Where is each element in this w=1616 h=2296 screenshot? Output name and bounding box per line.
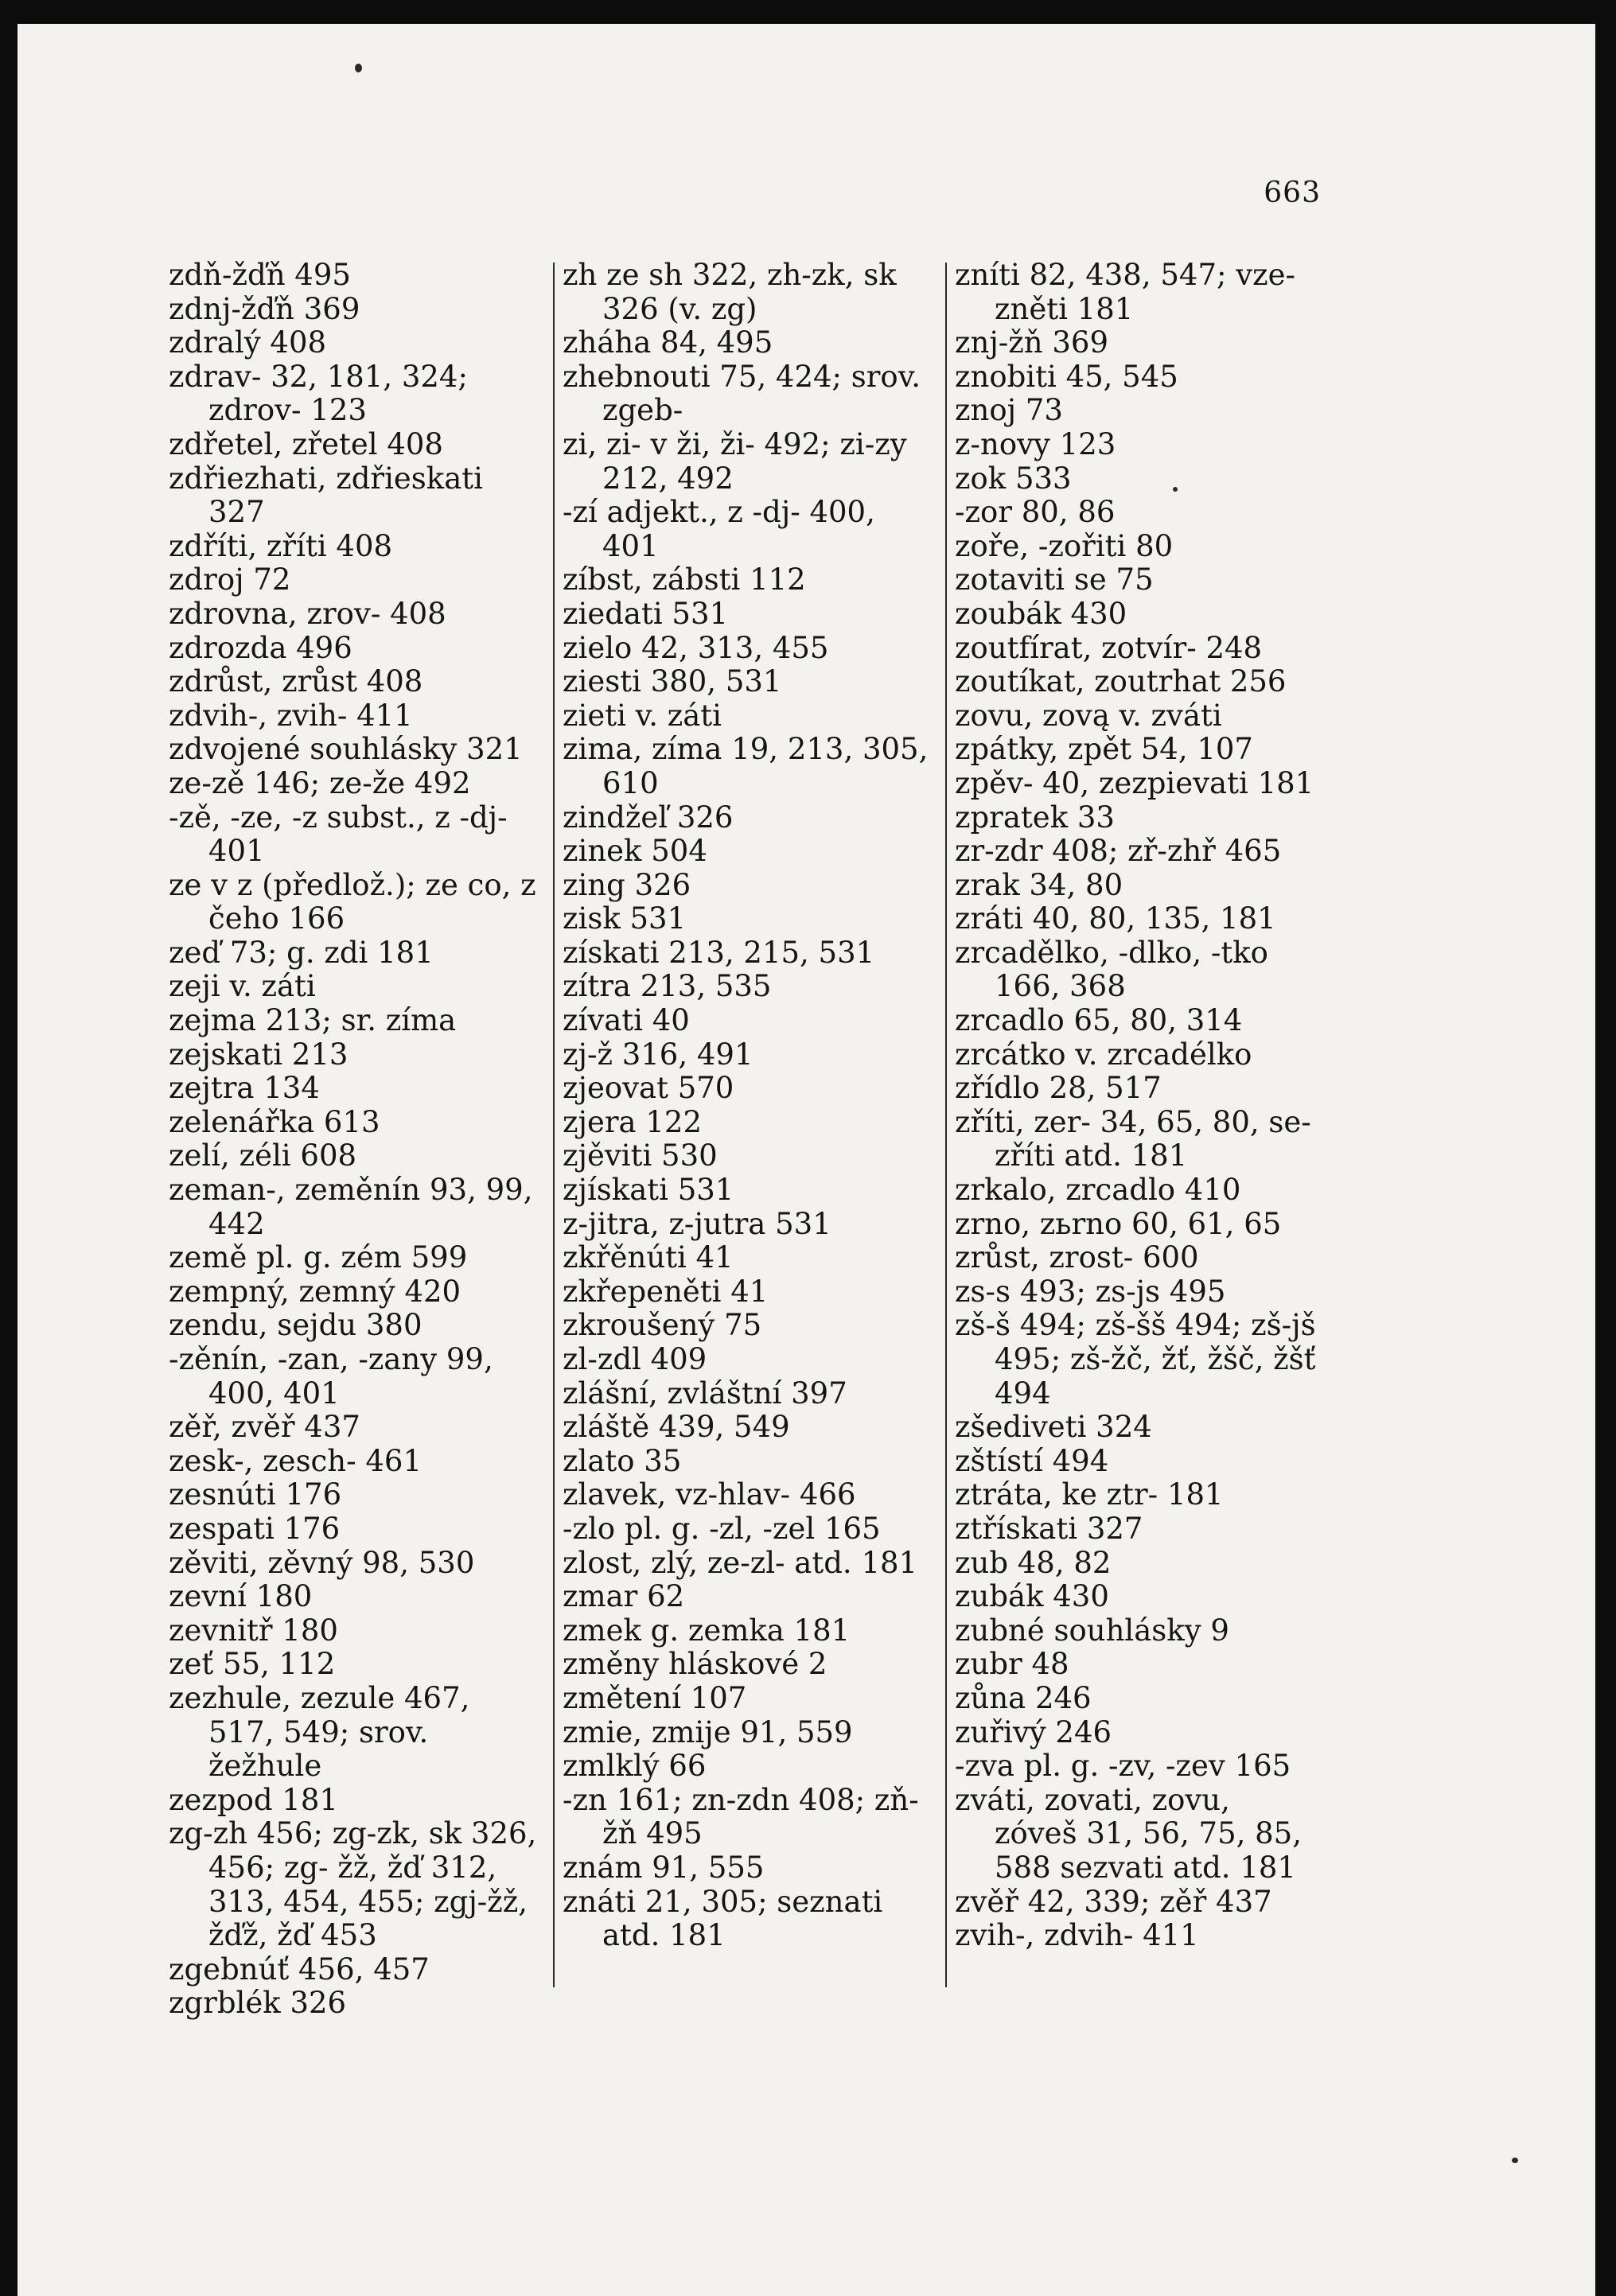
index-entry: zubr 48	[955, 1647, 1069, 1682]
index-entry: zok 533	[955, 461, 1072, 496]
index-entry: zendu, sejdu 380	[169, 1308, 422, 1343]
index-entry: zjera 122	[563, 1104, 702, 1139]
index-entry: zeji v. záti	[169, 969, 316, 1004]
index-column-3	[955, 259, 1321, 1953]
index-entry: ztráta, ke ztr- 181	[955, 1477, 1224, 1512]
index-entry: zeman-, zeměnín 93, 99, 442	[169, 1173, 533, 1241]
scan-border-left	[0, 0, 18, 2296]
index-entry: ze-zě 146; ze-že 492	[169, 765, 471, 800]
index-entry: zíbst, zábsti 112	[563, 562, 806, 597]
index-entry: země pl. g. zém 599	[169, 1240, 468, 1275]
index-entry: změtení 107	[563, 1680, 747, 1715]
index-entry: zštístí 494	[955, 1443, 1109, 1478]
index-entry: zrno, zьrno 60, 61, 65	[955, 1206, 1282, 1241]
index-entry: zejtra 134	[169, 1071, 320, 1106]
index-entry: zelí, zéli 608	[169, 1138, 357, 1173]
index-entry: znobiti 45, 545	[955, 359, 1178, 394]
index-entry: zmlklý 66	[563, 1749, 707, 1784]
index-entry: zrak 34, 80	[955, 867, 1123, 902]
index-entry: zítra 213, 535	[563, 969, 772, 1004]
index-entry: změny hláskové 2	[563, 1647, 827, 1682]
scan-border-top	[0, 0, 1616, 24]
index-entry: zejskati 213	[169, 1037, 349, 1072]
index-entry: zháha 84, 495	[563, 325, 773, 360]
index-entry: zuřivý 246	[955, 1714, 1112, 1749]
index-entry: zevní 180	[169, 1579, 313, 1614]
index-entry: zš-š 494; zš-šš 494; zš-jš 495; zš-žč, žť, žšč, žšť 494	[955, 1308, 1316, 1411]
index-entry: zs-s 493; zs-js 495	[955, 1274, 1226, 1309]
index-entry: zlášní, zvláštní 397	[563, 1376, 847, 1411]
index-entry: zníti 82, 438, 547; vze-zněti 181	[955, 258, 1296, 326]
index-entry: -zě, -ze, -z subst., z -dj- 401	[169, 800, 508, 869]
index-entry: zubák 430	[955, 1579, 1109, 1614]
scan-border-right	[1595, 0, 1616, 2296]
index-entry: zlato 35	[563, 1443, 682, 1478]
index-entry: zdrozda 496	[169, 630, 352, 665]
index-entry: zkroušený 75	[563, 1308, 762, 1343]
index-entry: zmek g. zemka 181	[563, 1613, 851, 1648]
index-entry: znoj 73	[955, 393, 1063, 428]
index-entry: -zva pl. g. -zv, -zev 165	[955, 1749, 1291, 1784]
index-entry: zpátky, zpět 54, 107	[955, 732, 1253, 767]
index-entry: zpěv- 40, zezpievati 181	[955, 765, 1314, 800]
index-entry: zoutfírat, zotvír- 248	[955, 630, 1263, 665]
index-entry: zl-zdl 409	[563, 1342, 707, 1376]
index-entry: zejma 213; sr. zíma	[169, 1003, 457, 1038]
index-entry: zjěviti 530	[563, 1138, 718, 1173]
index-entry: z-novy 123	[955, 426, 1116, 461]
index-entry: -zěnín, -zan, -zany 99, 400, 401	[169, 1342, 493, 1411]
index-entry: zgebnúť 456, 457	[169, 1952, 430, 1987]
index-entry: zoutíkat, zoutrhat 256	[955, 664, 1287, 699]
index-entry: zrcadělko, -dlko, -tko 166, 368	[955, 935, 1268, 1004]
column-divider	[553, 263, 555, 1987]
index-entry: zieti v. záti	[563, 698, 722, 733]
index-entry: získati 213, 215, 531	[563, 935, 875, 970]
index-entry: zívati 40	[563, 1003, 690, 1038]
index-entry: zindžeľ 326	[563, 800, 734, 835]
index-entry: zotaviti se 75	[955, 562, 1154, 597]
index-entry: zdň-žďň 495	[169, 258, 351, 292]
index-entry: zezhule, zezule 467, 517, 549; srov. žežhule	[169, 1680, 470, 1784]
index-entry: zisk 531	[563, 901, 687, 936]
index-entry: znj-žň 369	[955, 325, 1109, 360]
index-entry: zielo 42, 313, 455	[563, 630, 829, 665]
index-entry: zdrůst, zrůst 408	[169, 664, 423, 699]
index-entry: zhebnouti 75, 424; srov. zgeb-	[563, 359, 921, 428]
index-entry: zubné souhlásky 9	[955, 1613, 1229, 1648]
index-entry: zlost, zlý, ze-zl- atd. 181	[563, 1545, 918, 1580]
index-entry: zříti, zer- 34, 65, 80, se-zříti atd. 181	[955, 1104, 1311, 1173]
index-entry: zezpod 181	[169, 1782, 338, 1817]
index-entry: zdvih-, zvih- 411	[169, 698, 413, 733]
print-speck	[1512, 2158, 1518, 2163]
index-entry: zesk-, zesch- 461	[169, 1443, 422, 1478]
index-entry: zšediveti 324	[955, 1410, 1152, 1445]
index-entry: zdříti, zříti 408	[169, 528, 393, 563]
index-entry: z-jitra, z-jutra 531	[563, 1206, 831, 1241]
index-entry: zlavek, vz-hlav- 466	[563, 1477, 856, 1512]
index-entry: ziesti 380, 531	[563, 664, 782, 699]
index-entry: zrůst, zrost- 600	[955, 1240, 1199, 1275]
index-entry: zing 326	[563, 867, 691, 902]
index-entry: -zí adjekt., z -dj- 400, 401	[563, 495, 875, 563]
index-entry: zráti 40, 80, 135, 181	[955, 901, 1276, 936]
index-entry: zkřepeněti 41	[563, 1274, 769, 1309]
index-entry: -zn 161; zn-zdn 408; zň-žň 495	[563, 1782, 919, 1851]
index-entry: zvěř 42, 339; zěř 437	[955, 1884, 1272, 1919]
index-entry: zespati 176	[169, 1511, 341, 1546]
index-entry: znám 91, 555	[563, 1850, 765, 1885]
print-speck	[355, 64, 362, 72]
index-entry: zvih-, zdvih- 411	[955, 1918, 1199, 1953]
index-entry: zdrovna, zrov- 408	[169, 596, 446, 631]
index-entry: zpratek 33	[955, 800, 1115, 835]
index-entry: zdřiezhati, zdřieskati 327	[169, 461, 483, 530]
index-entry: zeť 55, 112	[169, 1647, 336, 1682]
column-divider	[945, 263, 947, 1987]
index-entry: zváti, zovati, zovu, zóveš 31, 56, 75, 85, 588 sezvati atd. 181	[955, 1782, 1302, 1885]
index-entry: zi, zi- v ži, ži- 492; zi-zy 212, 492	[563, 426, 907, 496]
index-entry: zevnitř 180	[169, 1613, 338, 1648]
index-entry: zima, zíma 19, 213, 305, 610	[563, 732, 929, 800]
index-entry: zrcadlo 65, 80, 314	[955, 1003, 1243, 1038]
index-entry: zoubák 430	[955, 596, 1127, 631]
index-entry: zoře, -zořiti 80	[955, 528, 1174, 563]
index-entry: zláště 439, 549	[563, 1410, 790, 1445]
index-column-1	[169, 259, 543, 2021]
index-entry: zmar 62	[563, 1579, 685, 1614]
index-entry: -zlo pl. g. -zl, -zel 165	[563, 1511, 881, 1546]
index-entry: zěviti, zěvný 98, 530	[169, 1545, 475, 1580]
index-entry: zub 48, 82	[955, 1545, 1112, 1580]
index-entry: zempný, zemný 420	[169, 1274, 461, 1309]
index-entry: ze v z (předlož.); ze co, z čeho 166	[169, 867, 536, 936]
index-entry: zdroj 72	[169, 562, 291, 597]
index-entry: zgrblék 326	[169, 1986, 347, 2021]
index-entry: zeď 73; g. zdi 181	[169, 935, 434, 970]
index-entry: zjeovat 570	[563, 1071, 734, 1106]
index-entry: zr-zdr 408; zř-zhř 465	[955, 834, 1282, 869]
index-entry: zh ze sh 322, zh-zk, sk 326 (v. zg)	[563, 258, 897, 326]
index-entry: zovu, zovą v. zváti	[955, 698, 1222, 733]
index-entry: zesnúti 176	[169, 1477, 342, 1512]
index-entry: zdnj-žďň 369	[169, 291, 360, 326]
index-column-2	[563, 259, 937, 1953]
page-number: 663	[1264, 177, 1321, 209]
index-entry: zmie, zmije 91, 559	[563, 1714, 853, 1749]
index-entry: zřídlo 28, 517	[955, 1071, 1162, 1106]
index-entry: zdřetel, zřetel 408	[169, 426, 443, 461]
index-entry: -zor 80, 86	[955, 495, 1116, 530]
index-entry: zrcátko v. zrcadélko	[955, 1037, 1252, 1072]
index-entry: zj-ž 316, 491	[563, 1037, 753, 1072]
index-entry: ztřískati 327	[955, 1511, 1143, 1546]
index-entry: zkřěnúti 41	[563, 1240, 734, 1275]
index-entry: zrkalo, zrcadlo 410	[955, 1173, 1241, 1208]
index-entry: zelenářka 613	[169, 1104, 380, 1139]
index-entry: zěř, zvěř 437	[169, 1410, 360, 1445]
index-entry: zůna 246	[955, 1680, 1092, 1715]
index-entry: zinek 504	[563, 834, 707, 869]
index-entry: zdrav- 32, 181, 324; zdrov- 123	[169, 359, 468, 428]
index-entry: ziedati 531	[563, 596, 729, 631]
index-entry: zdvojené souhlásky 321	[169, 732, 523, 767]
index-entry: znáti 21, 305; seznati atd. 181	[563, 1884, 883, 1953]
index-entry: zdralý 408	[169, 325, 327, 360]
index-entry: zjískati 531	[563, 1173, 734, 1208]
index-entry: zg-zh 456; zg-zk, sk 326, 456; zg- žž, žď 312, 313, 454, 455; zgj-žž, žďž, žď 453	[169, 1816, 537, 1953]
